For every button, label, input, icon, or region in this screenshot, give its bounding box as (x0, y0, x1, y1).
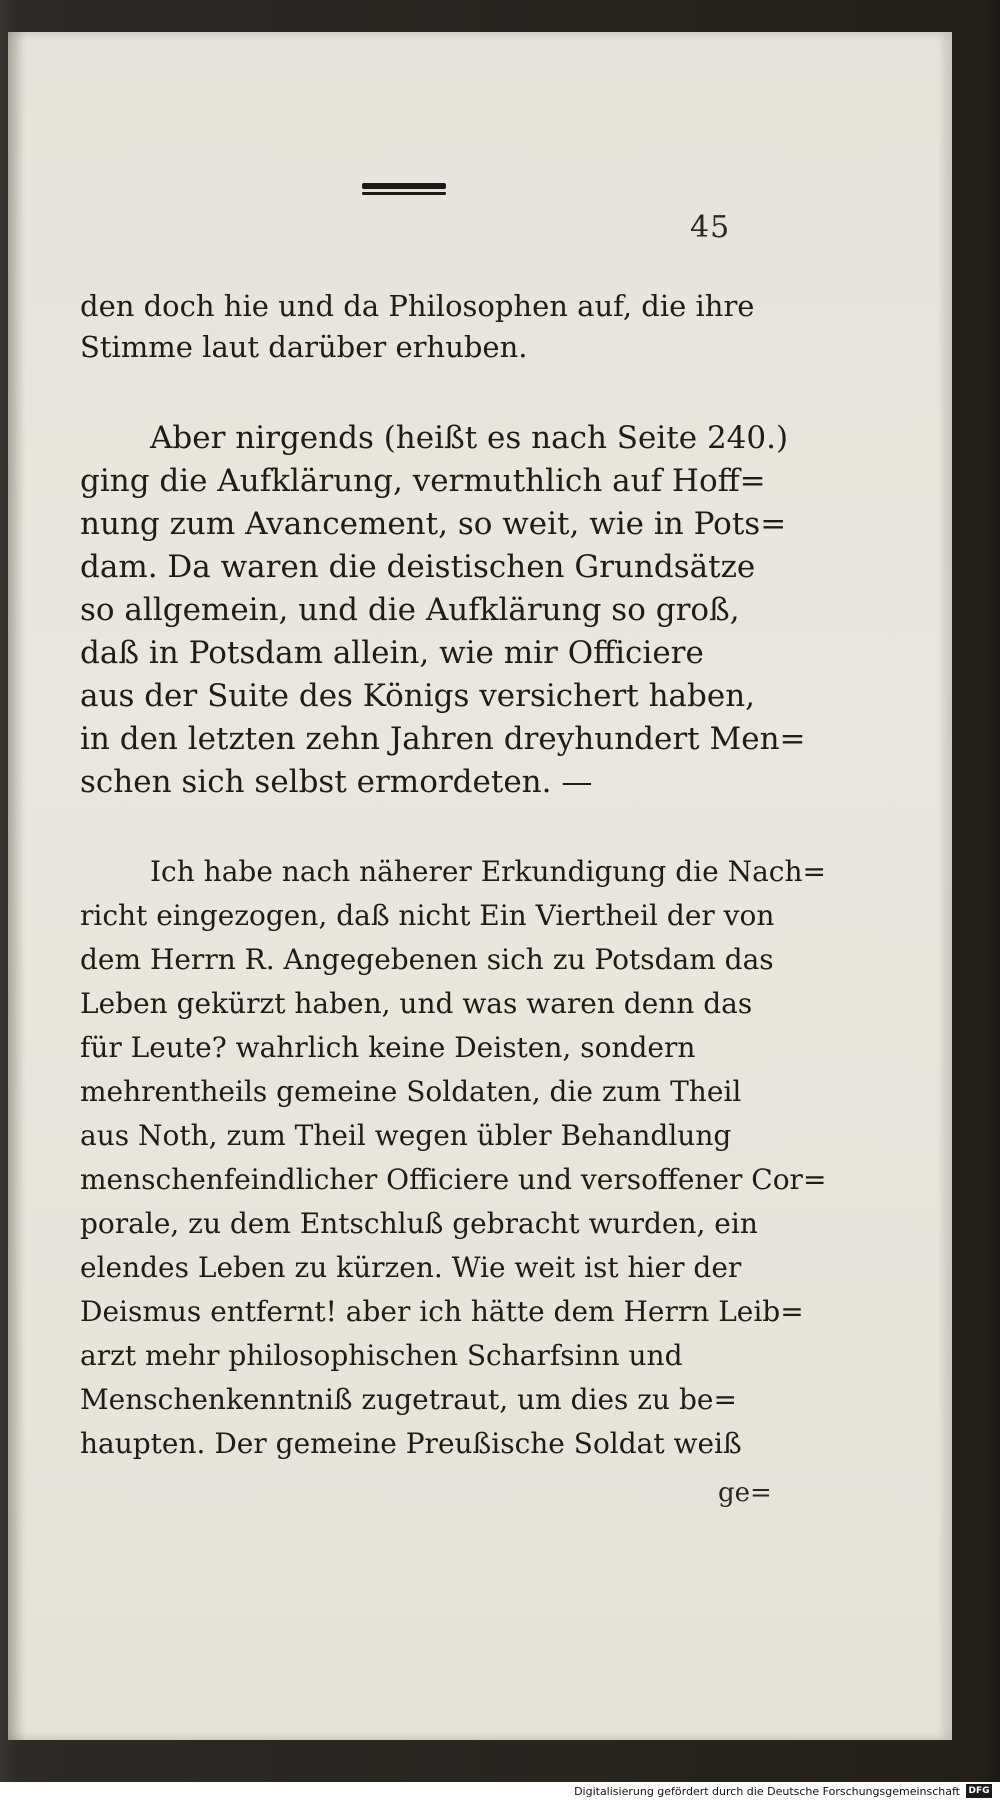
header-ornament (362, 183, 446, 197)
text-line: den doch hie und da Philosophen auf, die ihre (80, 289, 755, 323)
text-line: haupten. Der gemeine Preußische Soldat weiß (80, 1427, 742, 1460)
text-line: menschenfeindlicher Officiere und versoffener Cor= (80, 1163, 827, 1196)
text-line: aus der Suite des Königs versichert haben, (80, 678, 756, 714)
text-line: so allgemein, und die Aufklärung so groß, (80, 592, 740, 628)
text-line: Ich habe nach näherer Erkundigung die Nach= (150, 855, 826, 888)
text-line: richt eingezogen, daß nicht Ein Viertheil der von (80, 899, 775, 932)
page-edge (938, 32, 952, 1740)
text-line: Deismus entfernt! aber ich hätte dem Herrn Leib= (80, 1295, 804, 1328)
text-line: Stimme laut darüber erhuben. (80, 330, 528, 364)
text-line: dam. Da waren die deistischen Grundsätze (80, 549, 756, 585)
page-number: 45 (690, 210, 731, 245)
digitization-credit: Digitalisierung gefördert durch die Deutsche Forschungsgemeinschaft (574, 1785, 960, 1798)
spine-shadow (8, 32, 26, 1740)
text-line: mehrentheils gemeine Soldaten, die zum Theil (80, 1075, 742, 1108)
catchword: ge= (718, 1478, 772, 1508)
text-line: in den letzten zehn Jahren dreyhundert Men= (80, 721, 806, 757)
text-line: nung zum Avancement, so weit, wie in Pots= (80, 506, 787, 542)
text-line: dem Herrn R. Angegebenen sich zu Potsdam das (80, 943, 774, 976)
text-line: arzt mehr philosophischen Scharfsinn und (80, 1339, 683, 1372)
text-line: Leben gekürzt haben, und was waren denn das (80, 987, 753, 1020)
text-line: aus Noth, zum Theil wegen übler Behandlung (80, 1119, 732, 1152)
text-line: ging die Aufklärung, vermuthlich auf Hoff= (80, 463, 766, 499)
text-line: elendes Leben zu kürzen. Wie weit ist hier der (80, 1251, 742, 1284)
text-line: daß in Potsdam allein, wie mir Officiere (80, 635, 704, 671)
text-line: Menschenkenntniß zugetraut, um dies zu be= (80, 1383, 737, 1416)
text-line: porale, zu dem Entschluß gebracht wurden, ein (80, 1207, 758, 1240)
dfg-logo: DFG (966, 1784, 992, 1798)
text-line: für Leute? wahrlich keine Deisten, sondern (80, 1031, 696, 1064)
text-line: Aber nirgends (heißt es nach Seite 240.) (150, 420, 789, 456)
text-line: schen sich selbst ermordeten. — (80, 764, 593, 800)
